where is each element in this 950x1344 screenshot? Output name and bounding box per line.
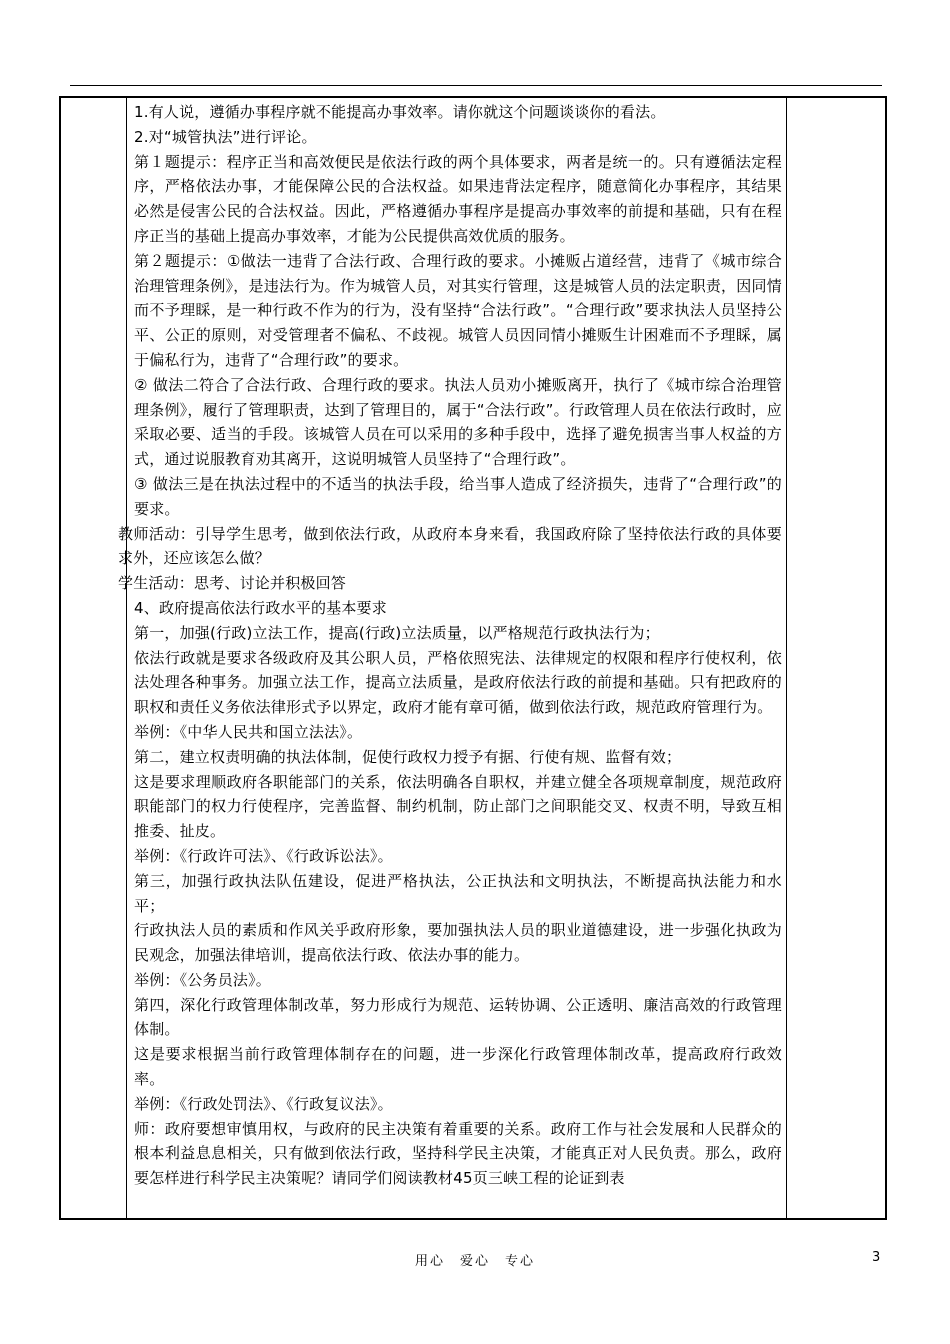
column-divider-right bbox=[786, 96, 787, 1220]
page-number: 3 bbox=[872, 1250, 881, 1265]
hint-1: 第１题提示：程序正当和高效便民是依法行政的两个具体要求，两者是统一的。只有遵循法定程序，严格依法办事，才能保障公民的合法权益。如果违背法定程序，随意简化办事程序，其结果必然是侵害公民的合法权益。因此，严格遵循办事程序是提高办事效率的前提和基础，只有在程序正当的基础上提高办事效率，才能为公民提供高效优质的服务。 bbox=[134, 152, 782, 245]
point-1: 第一，加强(行政)立法工作，提高(行政)立法质量，以严格规范行政执法行为； bbox=[134, 623, 660, 642]
section-heading-4: 4、政府提高依法行政水平的基本要求 bbox=[134, 598, 387, 617]
point-2-example: 举例：《行政许可法》、《行政诉讼法》。 bbox=[134, 846, 393, 865]
point-1-explanation: 依法行政就是要求各级政府及其公职人员，严格依照宪法、法律规定的权限和程序行使权利，依法处理各种事务。加强立法工作，提高立法质量，是政府依法行政的前提和基础。只有把政府的职权和责任义务依法律形式予以界定，政府才能有章可循，做到依法行政，规范政府管理行为。 bbox=[134, 648, 782, 717]
point-4: 第四，深化行政管理体制改革，努力形成行为规范、运转协调、公正透明、廉洁高效的行政管理体制。 bbox=[134, 995, 782, 1039]
point-3-explanation: 行政执法人员的素质和作风关乎政府形象，要加强执法人员的职业道德建设，进一步强化执政为民观念，加强法律培训，提高依法行政、依法办事的能力。 bbox=[134, 921, 782, 965]
question-1: 1.有人说，遵循办事程序就不能提高办事效率。请你就这个问题谈谈你的看法。 bbox=[134, 103, 666, 121]
point-2-explanation: 这是要求理顺政府各职能部门的关系，依法明确各自职权，并建立健全各项规章制度，规范政府职能部门的权力行使程序，完善监督、制约机制，防止部门之间职能交叉、权责不明，导致互相推委、扯皮。 bbox=[134, 772, 782, 841]
point-4-example: 举例：《行政处罚法》、《行政复议法》。 bbox=[134, 1094, 393, 1113]
hint-2-part-2: ② 做法二符合了合法行政、合理行政的要求。执法人员劝小摊贩离开，执行了《城市综合治理管理条例》，履行了管理职责，达到了管理目的，属于“合法行政”。行政管理人员在依法行政时，应采取必要、适当的手段。该城管人员在可以采用的多种手段中，选择了避免损害当事人权益的方式，通过说服教育劝其离开，这说明城管人员坚持了“合理行政”。 bbox=[134, 375, 782, 469]
page-footer: 用心 爱心 专心 bbox=[414, 1254, 535, 1269]
column-divider-left bbox=[126, 96, 127, 1220]
question-2: 2.对“城管执法”进行评论。 bbox=[134, 127, 317, 146]
teacher-activity: 教师活动：引导学生思考，做到依法行政，从政府本身来看，我国政府除了坚持依法行政的具体要求外，还应该怎么做？ bbox=[118, 524, 782, 568]
teacher-remark: 师：政府要想审慎用权，与政府的民主决策有着重要的关系。政府工作与社会发展和人民群众的根本利益息息相关，只有做到依法行政，坚持科学民主决策，才能真正对人民负责。那么，政府要怎样进行科学民主决策呢？请同学们阅读教材45页三峡工程的论证到表 bbox=[134, 1119, 782, 1188]
lesson-content bbox=[118, 100, 782, 1191]
point-3: 第三，加强行政执法队伍建设，促进严格执法，公正执法和文明执法，不断提高执法能力和水平； bbox=[134, 871, 782, 915]
header-rule bbox=[70, 85, 882, 86]
point-1-example: 举例：《中华人民共和国立法法》。 bbox=[134, 722, 363, 741]
point-3-example: 举例：《公务员法》。 bbox=[134, 970, 272, 989]
student-activity: 学生活动：思考、讨论并积极回答 bbox=[118, 574, 347, 593]
hint-2: 第２题提示：①做法一违背了合法行政、合理行政的要求。小摊贩占道经营，违背了《城市综合治理管理条例》，是违法行为。作为城管人员，对其实行管理，这是城管人员的法定职责，因同情而不予理睬，是一种行政不作为的行为，没有坚持“合法行政”。“合理行政”要求执法人员坚持公平、公正的原则，对受管理者不偏私、不歧视。城管人员因同情小摊贩生计困难而不予理睬，属于偏私行为，违背了“合理行政”的要求。 bbox=[134, 251, 782, 369]
point-4-explanation: 这是要求根据当前行政管理体制存在的问题，进一步深化行政管理体制改革，提高政府行政效率。 bbox=[134, 1045, 782, 1089]
point-2: 第二，建立权责明确的执法体制，促使行政权力授予有据、行使有规、监督有效； bbox=[134, 747, 682, 766]
hint-2-part-3: ③ 做法三是在执法过程中的不适当的执法手段，给当事人造成了经济损失，违背了“合理行政”的要求。 bbox=[134, 474, 782, 518]
